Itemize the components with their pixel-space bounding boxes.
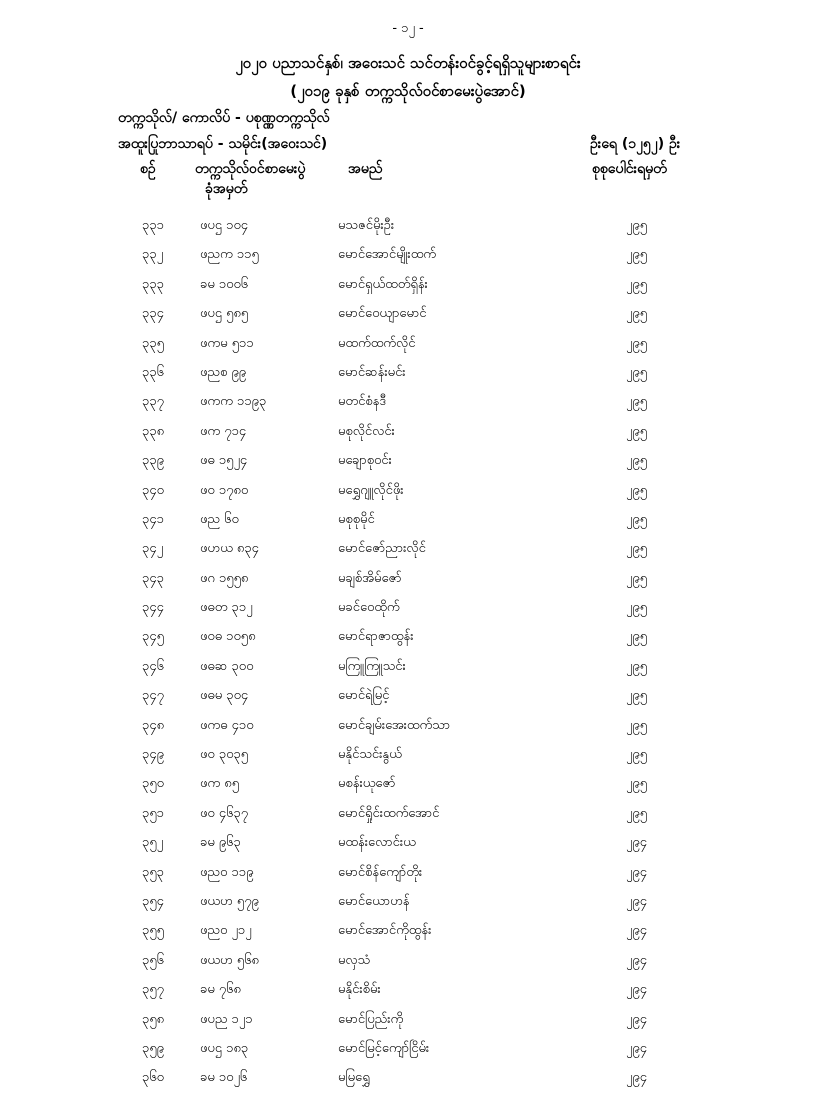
table-row bbox=[0, 593, 816, 622]
row-score: ၂၉၅ bbox=[626, 306, 648, 322]
table-row bbox=[0, 1034, 816, 1063]
row-number: ၃၄၅ bbox=[142, 629, 164, 645]
row-roll-number: ဖက ၈၅ bbox=[200, 776, 240, 792]
row-roll-number: ဖညစ ၉၉ bbox=[200, 364, 247, 380]
header-no: စဉ် bbox=[140, 161, 156, 177]
row-name: မနိုင်သင်းနွယ် bbox=[338, 747, 402, 763]
row-name: မစုစုမိုင် bbox=[338, 511, 375, 527]
table-row bbox=[0, 387, 816, 416]
row-roll-number: ဖည၀ ၁၁၉ bbox=[200, 864, 254, 880]
total-count: ဦးရေ (၁၂၅၂) ဦး bbox=[590, 136, 681, 152]
row-number: ၃၆၀ bbox=[142, 1070, 164, 1086]
row-number: ၃၃၇ bbox=[142, 394, 164, 410]
row-number: ၃၃၃ bbox=[142, 276, 164, 292]
row-number: ၃၅၆ bbox=[142, 952, 164, 968]
row-name: မချောစုဝင်း bbox=[338, 453, 392, 469]
table-row bbox=[0, 417, 816, 446]
row-name: မောင်အောင်ကိုထွန်း bbox=[338, 923, 432, 939]
table-row bbox=[0, 329, 816, 358]
header-score: စုစုပေါင်းရမှတ် bbox=[592, 161, 667, 177]
row-number: ၃၅၅ bbox=[142, 923, 164, 939]
row-name: မောင်စိန်ကျော်တိုး bbox=[338, 864, 423, 880]
document-subtitle: (၂၀၁၉ ခုနှစ် တက္ကသိုလ်ဝင်စာမေးပွဲအောင်) bbox=[290, 82, 526, 100]
row-name: မရွှေဂျူလိုင်ဖိုး bbox=[338, 482, 404, 498]
table-row bbox=[0, 711, 816, 740]
table-row bbox=[0, 828, 816, 857]
row-roll-number: ဖကမ ၅၁၁ bbox=[200, 335, 254, 351]
row-score: ၂၉၅ bbox=[626, 423, 648, 439]
row-name: မနိုင်းစိမ်း bbox=[338, 982, 381, 998]
row-number: ၃၃၂ bbox=[142, 247, 164, 263]
row-roll-number: ဖကက ၁၁၉၃ bbox=[200, 394, 267, 410]
row-score: ၂၉၄ bbox=[626, 1070, 648, 1086]
table-row bbox=[0, 476, 816, 505]
table-row bbox=[0, 769, 816, 798]
row-number: ၃၅၁ bbox=[142, 805, 164, 821]
table-row bbox=[0, 270, 816, 299]
document-title: ၂၀၂၀ ပညာသင်နှစ်၊ အဝေးသင် သင်တန်းဝင်ခွင့်ရရှိသူများစာရင်း bbox=[235, 54, 581, 72]
row-roll-number: ဖက ၇၁၄ bbox=[200, 423, 247, 439]
row-score: ၂၉၅ bbox=[626, 805, 648, 821]
student-list bbox=[0, 211, 816, 1093]
row-roll-number: ဖဟယ ၈၃၄ bbox=[200, 541, 259, 557]
row-name: မစုလိုင်လင်း bbox=[338, 423, 395, 439]
row-score: ၂၉၅ bbox=[626, 394, 648, 410]
row-name: မောင်ရာဇာထွန်း bbox=[338, 629, 414, 645]
row-number: ၃၄၀ bbox=[142, 482, 164, 498]
table-row bbox=[0, 652, 816, 681]
row-number: ၃၃၁ bbox=[142, 218, 164, 233]
row-name: မထန်းလောင်းယ bbox=[338, 835, 416, 851]
table-row bbox=[0, 211, 816, 240]
row-number: ၃၄၇ bbox=[142, 688, 164, 704]
table-row bbox=[0, 946, 816, 975]
row-number: ၃၅၂ bbox=[142, 835, 164, 851]
row-score: ၂၉၅ bbox=[626, 658, 648, 674]
row-name: မခင်ဝေထိုက် bbox=[338, 600, 400, 616]
row-name: မမြရွှေ bbox=[338, 1070, 370, 1086]
row-number: ၃၄၉ bbox=[142, 747, 164, 763]
row-roll-number: ဖဝ ၃၀၃၅ bbox=[200, 747, 249, 763]
row-score: ၂၉၅ bbox=[626, 482, 648, 498]
row-score: ၂၉၄ bbox=[626, 835, 648, 851]
row-number: ၃၄၈ bbox=[142, 717, 165, 733]
row-number: ၃၄၃ bbox=[142, 570, 164, 586]
row-roll-number: ဖပဌ ၁၀၄ bbox=[200, 218, 249, 233]
table-row bbox=[0, 799, 816, 828]
page-number: - ၁၂ - bbox=[392, 21, 424, 36]
row-roll-number: ဖဝ ၄၆၃၇ bbox=[200, 805, 249, 821]
table-row bbox=[0, 1063, 816, 1092]
row-score: ၂၉၄ bbox=[626, 952, 648, 968]
row-roll-number: ခမ ၉၆၃ bbox=[200, 835, 241, 851]
table-row bbox=[0, 681, 816, 710]
row-roll-number: ဖယဟ ၅၇၉ bbox=[200, 893, 259, 909]
row-name: မတင်စံနဒီ bbox=[338, 394, 387, 410]
table-row bbox=[0, 446, 816, 475]
row-number: ၃၃၄ bbox=[142, 306, 164, 322]
row-score: ၂၉၅ bbox=[626, 600, 648, 616]
row-score: ၂၉၅ bbox=[626, 335, 648, 351]
table-row bbox=[0, 1005, 816, 1034]
row-roll-number: ဖဝဓ ၁၀၅၈ bbox=[200, 629, 256, 645]
table-row bbox=[0, 916, 816, 945]
table-row bbox=[0, 622, 816, 651]
row-score: ၂၉၄ bbox=[626, 982, 648, 998]
row-score: ၂၉၅ bbox=[626, 541, 648, 557]
row-score: ၂၉၄ bbox=[626, 1011, 648, 1027]
row-roll-number: ဖဓမ ၃၀၄ bbox=[200, 688, 249, 704]
row-roll-number: ခမ ၇၆၈ bbox=[200, 982, 241, 998]
row-number: ၃၃၉ bbox=[142, 453, 164, 469]
row-number: ၃၅၄ bbox=[142, 893, 164, 909]
row-name: မောင်ဝေယျာမောင် bbox=[338, 306, 427, 322]
row-score: ၂၉၄ bbox=[626, 1040, 648, 1056]
row-name: မောင်ယောဟန် bbox=[338, 893, 410, 909]
row-roll-number: ဖပဌ ၁၈၃ bbox=[200, 1040, 249, 1056]
table-row bbox=[0, 975, 816, 1004]
row-score: ၂၉၅ bbox=[626, 218, 648, 233]
row-score: ၂၉၅ bbox=[626, 453, 648, 469]
row-number: ၃၃၅ bbox=[142, 335, 164, 351]
row-score: ၂၉၅ bbox=[626, 776, 648, 792]
row-name: မောင်ရှယ်ထတ်ရှိန်း bbox=[338, 276, 428, 292]
row-name: မသဇင်မိုးဦး bbox=[338, 218, 395, 233]
row-name: မောင်အောင်မျိုးထက် bbox=[338, 247, 437, 263]
row-name: မစန်းယုဇော် bbox=[338, 776, 396, 792]
row-number: ၃၃၈ bbox=[142, 423, 165, 439]
university-line: တက္ကသိုလ်/ ကောလိပ် - ပစုဏ္ဏတက္ကသိုလ် bbox=[118, 110, 330, 126]
row-roll-number: ဖယဟ ၅၆၈ bbox=[200, 952, 259, 968]
table-row bbox=[0, 358, 816, 387]
row-roll-number: ခမ ၁၀၀၆ bbox=[200, 276, 249, 292]
row-score: ၂၉၅ bbox=[626, 247, 648, 263]
table-row bbox=[0, 505, 816, 534]
row-roll-number: ဖည ၆၀ bbox=[200, 511, 239, 527]
row-name: မောင်ရဲမြင့် bbox=[338, 688, 390, 704]
row-roll-number: ဖကဓ ၄၁၀ bbox=[200, 717, 254, 733]
major-line: အထူးပြုဘာသာရပ် - သမိုင်း(အဝေးသင်) bbox=[118, 136, 328, 152]
row-score: ၂၉၅ bbox=[626, 276, 648, 292]
row-name: မထက်ထက်လိုင် bbox=[338, 335, 416, 351]
row-score: ၂၉၅ bbox=[626, 717, 648, 733]
row-name: မောင်ပြည်းကို bbox=[338, 1011, 404, 1027]
table-row bbox=[0, 534, 816, 563]
row-roll-number: ဖည၀ ၂၁၂ bbox=[200, 923, 252, 939]
row-score: ၂၉၄ bbox=[626, 864, 648, 880]
row-roll-number: ဖဓဆ ၃၀၀ bbox=[200, 658, 254, 674]
row-number: ၃၅၃ bbox=[142, 864, 164, 880]
row-number: ၃၅၈ bbox=[142, 1011, 165, 1027]
row-name: မကြူကြူသင်း bbox=[338, 658, 406, 674]
row-roll-number: ဖပည ၁၂၁ bbox=[200, 1011, 253, 1027]
row-roll-number: ဖဂ ၁၅၅၈ bbox=[200, 570, 249, 586]
row-score: ၂၉၅ bbox=[626, 511, 648, 527]
row-name: မောင်ချမ်းအေးထက်သာ bbox=[338, 717, 451, 733]
table-row bbox=[0, 858, 816, 887]
row-number: ၃၅၇ bbox=[142, 982, 164, 998]
table-row bbox=[0, 240, 816, 269]
row-name: မောင်ဇော်ညားလိုင် bbox=[338, 541, 426, 557]
table-row bbox=[0, 887, 816, 916]
table-row bbox=[0, 564, 816, 593]
row-score: ၂၉၅ bbox=[626, 629, 648, 645]
row-roll-number: ဖဝ ၁၇၈၀ bbox=[200, 482, 249, 498]
row-number: ၃၅၀ bbox=[142, 776, 164, 792]
table-row bbox=[0, 740, 816, 769]
row-score: ၂၉၅ bbox=[626, 364, 648, 380]
header-name: အမည် bbox=[348, 161, 383, 177]
row-number: ၃၄၁ bbox=[142, 511, 164, 527]
row-roll-number: ခမ ၁၀၂၆ bbox=[200, 1070, 248, 1086]
row-roll-number: ဖညက ၁၁၅ bbox=[200, 247, 259, 263]
row-roll-number: ဖဓတ ၃၁၂ bbox=[200, 600, 253, 616]
row-score: ၂၉၄ bbox=[626, 923, 648, 939]
row-number: ၃၄၆ bbox=[142, 658, 164, 674]
row-number: ၃၄၄ bbox=[142, 600, 164, 616]
row-name: မောင်မြင့်ကျော်ငြိမ်း bbox=[338, 1040, 430, 1056]
row-roll-number: ဖပဌ ၅၈၅ bbox=[200, 306, 249, 322]
table-row bbox=[0, 299, 816, 328]
row-number: ၃၄၂ bbox=[142, 541, 164, 557]
header-roll-line2: ခုံအမှတ် bbox=[205, 181, 248, 197]
row-score: ၂၉၅ bbox=[626, 688, 648, 704]
row-roll-number: ဖဓ ၁၅၂၄ bbox=[200, 453, 248, 469]
row-name: မလှသံ bbox=[338, 952, 371, 968]
row-score: ၂၉၅ bbox=[626, 747, 648, 763]
row-name: မောင်ရှိုင်းထက်အောင် bbox=[338, 805, 440, 821]
row-number: ၃၅၉ bbox=[142, 1040, 164, 1056]
row-number: ၃၃၆ bbox=[142, 364, 164, 380]
row-score: ၂၉၅ bbox=[626, 570, 648, 586]
row-score: ၂၉၄ bbox=[626, 893, 648, 909]
header-roll: တက္ကသိုလ်ဝင်စာမေးပွဲ bbox=[195, 161, 306, 177]
row-name: မချစ်အိမ်ဇော် bbox=[338, 570, 402, 586]
row-name: မောင်ဆန်းမင်း bbox=[338, 364, 406, 380]
